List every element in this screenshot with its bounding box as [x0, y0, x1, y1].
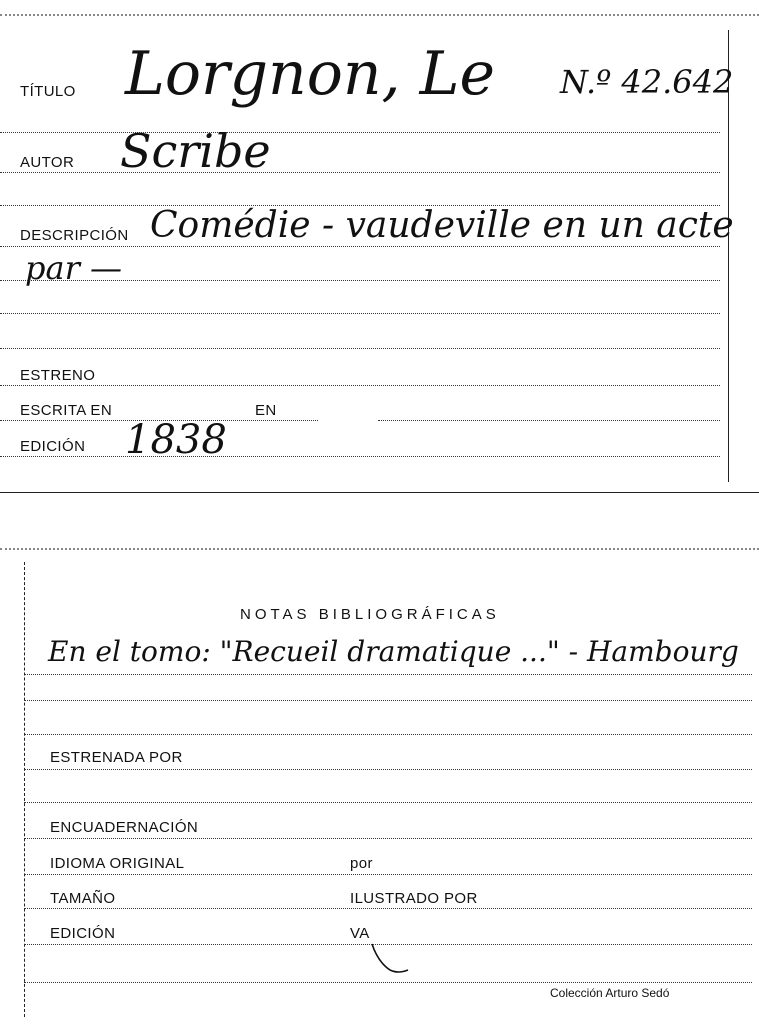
- edicion-underline: [0, 456, 720, 457]
- en-underline: [378, 420, 720, 421]
- blank-line-4: [0, 348, 720, 349]
- escrita-en-label: ESCRITA EN: [20, 402, 113, 419]
- estreno-underline: [0, 385, 720, 386]
- catalog-card-back: [0, 540, 759, 1028]
- descripcion-handwritten-line1: Comédie - vaudeville en un acte: [150, 205, 734, 246]
- autor-label: AUTOR: [20, 154, 75, 171]
- tamano-label: TAMAÑO: [50, 890, 116, 907]
- tamano-underline: [24, 908, 752, 909]
- notas-handwritten: En el tomo: "Recueil dramatique ..." - Hambourg: [48, 635, 739, 668]
- blank-line-2: [0, 280, 720, 281]
- edicion-handwritten: 1838: [125, 417, 227, 463]
- card-bottom-edge: [0, 492, 759, 493]
- estrenada-por-label: ESTRENADA POR: [50, 749, 183, 766]
- titulo-label: TÍTULO: [20, 83, 76, 100]
- titulo-underline: [0, 132, 720, 133]
- autor-underline: [0, 172, 720, 173]
- blank-line-8: [24, 982, 752, 983]
- edicion-back-label: EDICIÓN: [50, 925, 116, 942]
- handwritten-stroke: [368, 940, 412, 976]
- edicion-back-underline: [24, 944, 752, 945]
- edicion-label: EDICIÓN: [20, 438, 86, 455]
- encuadernacion-label: ENCUADERNACIÓN: [50, 819, 199, 836]
- torn-top-edge-back: [0, 548, 759, 556]
- collection-credit: Colección Arturo Sedó: [550, 986, 670, 1000]
- descripcion-handwritten-line2: par —: [25, 249, 123, 287]
- por-label: por: [350, 855, 373, 872]
- torn-top-edge: [0, 14, 759, 22]
- catalog-number: N.º 42.642: [560, 63, 734, 101]
- descripcion-underline: [0, 246, 720, 247]
- descripcion-label: DESCRIPCIÓN: [20, 227, 129, 244]
- catalog-card-front: [0, 0, 759, 495]
- blank-line-7: [24, 802, 752, 803]
- encuadernacion-underline: [24, 838, 752, 839]
- blank-line-5: [24, 700, 752, 701]
- blank-line-3: [0, 313, 720, 314]
- titulo-handwritten: Lorgnon, Le: [125, 39, 495, 109]
- idioma-original-label: IDIOMA ORIGINAL: [50, 855, 185, 872]
- blank-line-6: [24, 734, 752, 735]
- notas-underline: [24, 674, 752, 675]
- idioma-original-underline: [24, 874, 752, 875]
- estrenada-por-underline: [24, 769, 752, 770]
- ilustrado-por-label: ILUSTRADO POR: [350, 890, 478, 907]
- en-label: EN: [255, 402, 277, 419]
- estreno-label: ESTRENO: [20, 367, 96, 384]
- notas-bibliograficas-title: NOTAS BIBLIOGRÁFICAS: [240, 606, 500, 623]
- left-border-line: [24, 562, 25, 1017]
- autor-handwritten: Scribe: [120, 124, 271, 178]
- va-label: VA: [350, 925, 370, 942]
